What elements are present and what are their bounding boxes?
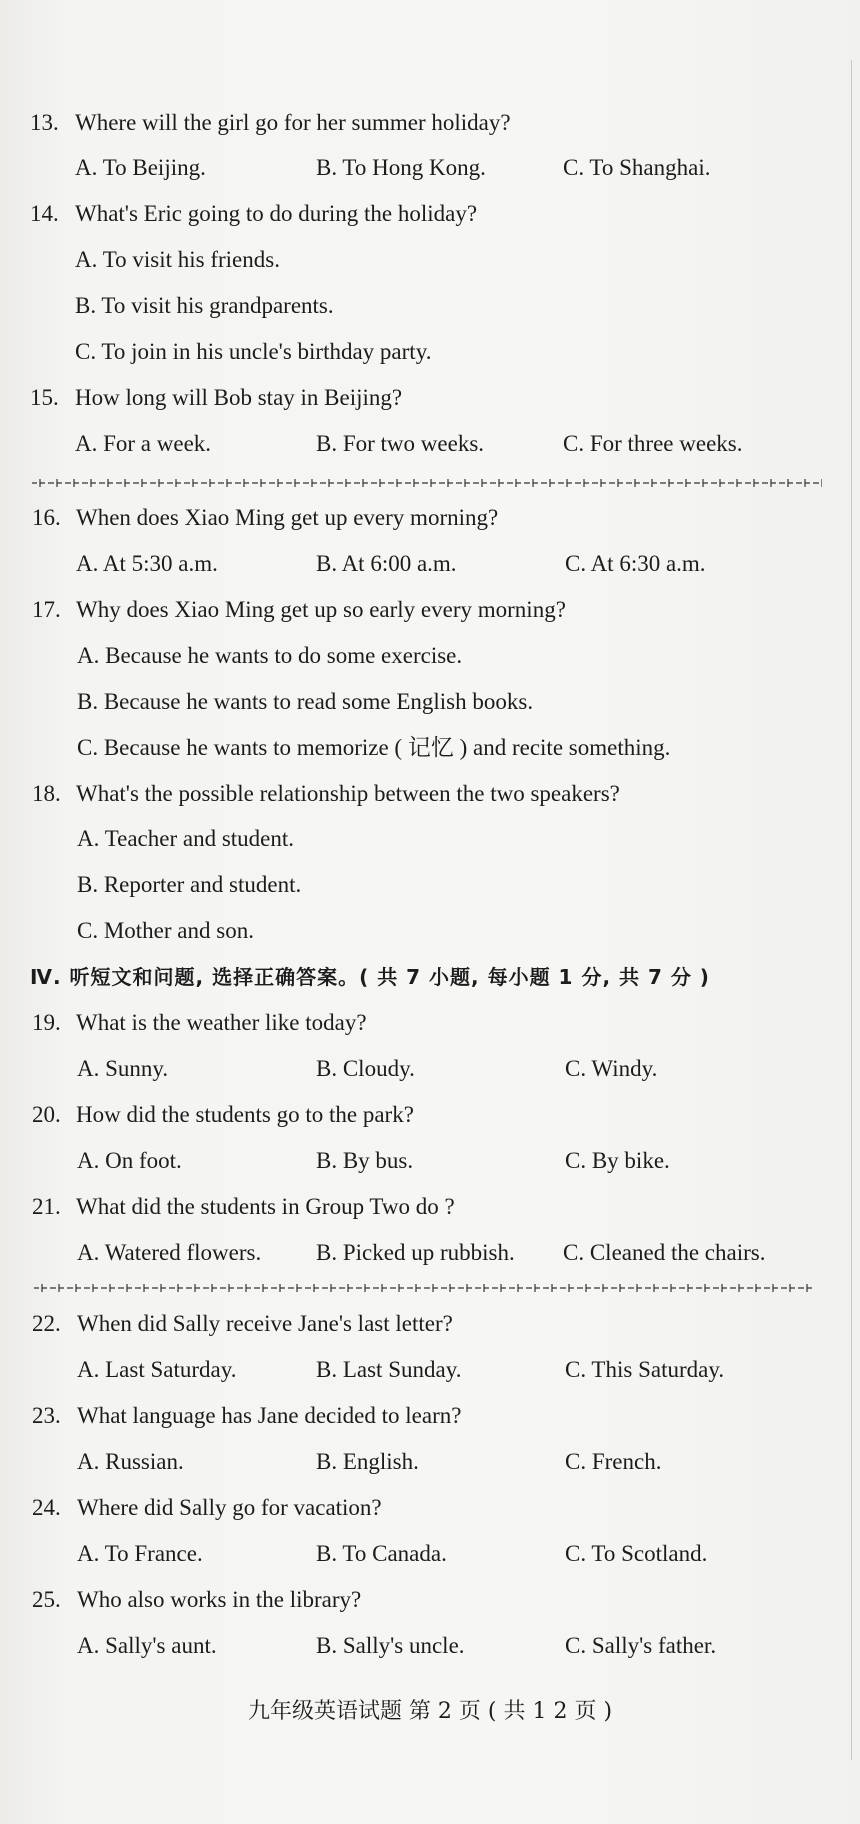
question-text: Where did Sally go for vacation?	[77, 1495, 382, 1520]
option-a: A. Watered flowers.	[77, 1240, 262, 1265]
option-b: B. To Canada.	[316, 1541, 447, 1566]
option-b-text: B. Because he wants to read some English books.	[77, 689, 534, 714]
option-a: A. Sunny.	[77, 1056, 169, 1081]
option-b-text: B. Reporter and student.	[77, 872, 302, 897]
question-number: 14.	[30, 201, 59, 226]
option-c: C. Cleaned the chairs.	[563, 1240, 766, 1265]
option-c: C. This Saturday.	[565, 1357, 725, 1382]
option-c: C. Windy.	[565, 1056, 658, 1081]
option-a: A. Last Saturday.	[77, 1357, 237, 1382]
dashed-divider	[34, 1282, 814, 1294]
option-a: A. To Beijing.	[75, 155, 206, 180]
option-a: A. On foot.	[77, 1148, 182, 1173]
question-text: How did the students go to the park?	[76, 1102, 414, 1127]
question-text: What language has Jane decided to learn?	[77, 1403, 462, 1428]
question-number: 16.	[32, 505, 61, 530]
question-text: What's Eric going to do during the holiday?	[75, 201, 478, 226]
question-text: How long will Bob stay in Beijing?	[75, 385, 403, 410]
option-c: C. By bike.	[565, 1148, 670, 1173]
option-c: C. For three weeks.	[563, 431, 743, 456]
option-b: B. At 6:00 a.m.	[316, 551, 457, 576]
option-c-text: C. Mother and son.	[77, 918, 254, 943]
option-c-text: C. Because he wants to memorize ( 记忆 ) and recite something.	[77, 735, 671, 760]
option-b-text: B. To visit his grandparents.	[75, 293, 334, 318]
question-text: What's the possible relationship between the two speakers?	[76, 781, 620, 806]
dashed-divider	[32, 477, 822, 489]
question-number: 24.	[32, 1495, 61, 1520]
question-number: 18.	[32, 781, 61, 806]
question-number: 23.	[32, 1403, 61, 1428]
option-b: B. Picked up rubbish.	[316, 1240, 515, 1265]
option-a-text: A. To visit his friends.	[75, 247, 280, 272]
question-text: When does Xiao Ming get up every morning?	[76, 505, 499, 530]
question-text: Why does Xiao Ming get up so early every morning?	[76, 597, 566, 622]
option-c-text: C. To join in his uncle's birthday party.	[75, 339, 432, 364]
option-b: B. Sally's uncle.	[316, 1633, 465, 1658]
question-number: 17.	[32, 597, 61, 622]
question-number: 21.	[32, 1194, 61, 1219]
question-text: When did Sally receive Jane's last letter?	[77, 1311, 453, 1336]
option-c: C. To Scotland.	[565, 1541, 708, 1566]
option-b: B. By bus.	[316, 1148, 414, 1173]
option-c: C. Sally's father.	[565, 1633, 717, 1658]
option-c: C. At 6:30 a.m.	[565, 551, 706, 576]
option-a: A. To France.	[77, 1541, 203, 1566]
option-b: B. For two weeks.	[316, 431, 485, 456]
question-text: What is the weather like today?	[76, 1010, 367, 1035]
question-number: 22.	[32, 1311, 61, 1336]
question-number: 15.	[30, 385, 59, 410]
question-text: What did the students in Group Two do ?	[76, 1194, 455, 1219]
page-edge	[851, 60, 852, 1760]
question-number: 19.	[32, 1010, 61, 1035]
option-a-text: A. Teacher and student.	[77, 826, 295, 851]
question-text: Who also works in the library?	[77, 1587, 362, 1612]
option-c: C. To Shanghai.	[563, 155, 711, 180]
question-number: 20.	[32, 1102, 61, 1127]
option-b: B. English.	[316, 1449, 419, 1474]
option-b: B. Cloudy.	[316, 1056, 415, 1081]
question-text: Where will the girl go for her summer holiday?	[75, 110, 511, 135]
option-b: B. To Hong Kong.	[316, 155, 486, 180]
option-a-text: A. Because he wants to do some exercise.	[77, 643, 463, 668]
question-number: 13.	[30, 110, 59, 135]
option-a: A. At 5:30 a.m.	[76, 551, 218, 576]
option-c: C. French.	[565, 1449, 662, 1474]
option-b: B. Last Sunday.	[316, 1357, 462, 1382]
section-heading: Ⅳ. 听短文和问题, 选择正确答案。( 共 7 小题, 每小题 1 分, 共 7 分 )	[30, 965, 710, 989]
question-number: 25.	[32, 1587, 61, 1612]
option-a: A. Sally's aunt.	[77, 1633, 217, 1658]
option-a: A. For a week.	[75, 431, 212, 456]
option-a: A. Russian.	[77, 1449, 184, 1474]
page-footer: 九年级英语试题 第 2 页 ( 共 1 2 页 )	[247, 1699, 613, 1724]
